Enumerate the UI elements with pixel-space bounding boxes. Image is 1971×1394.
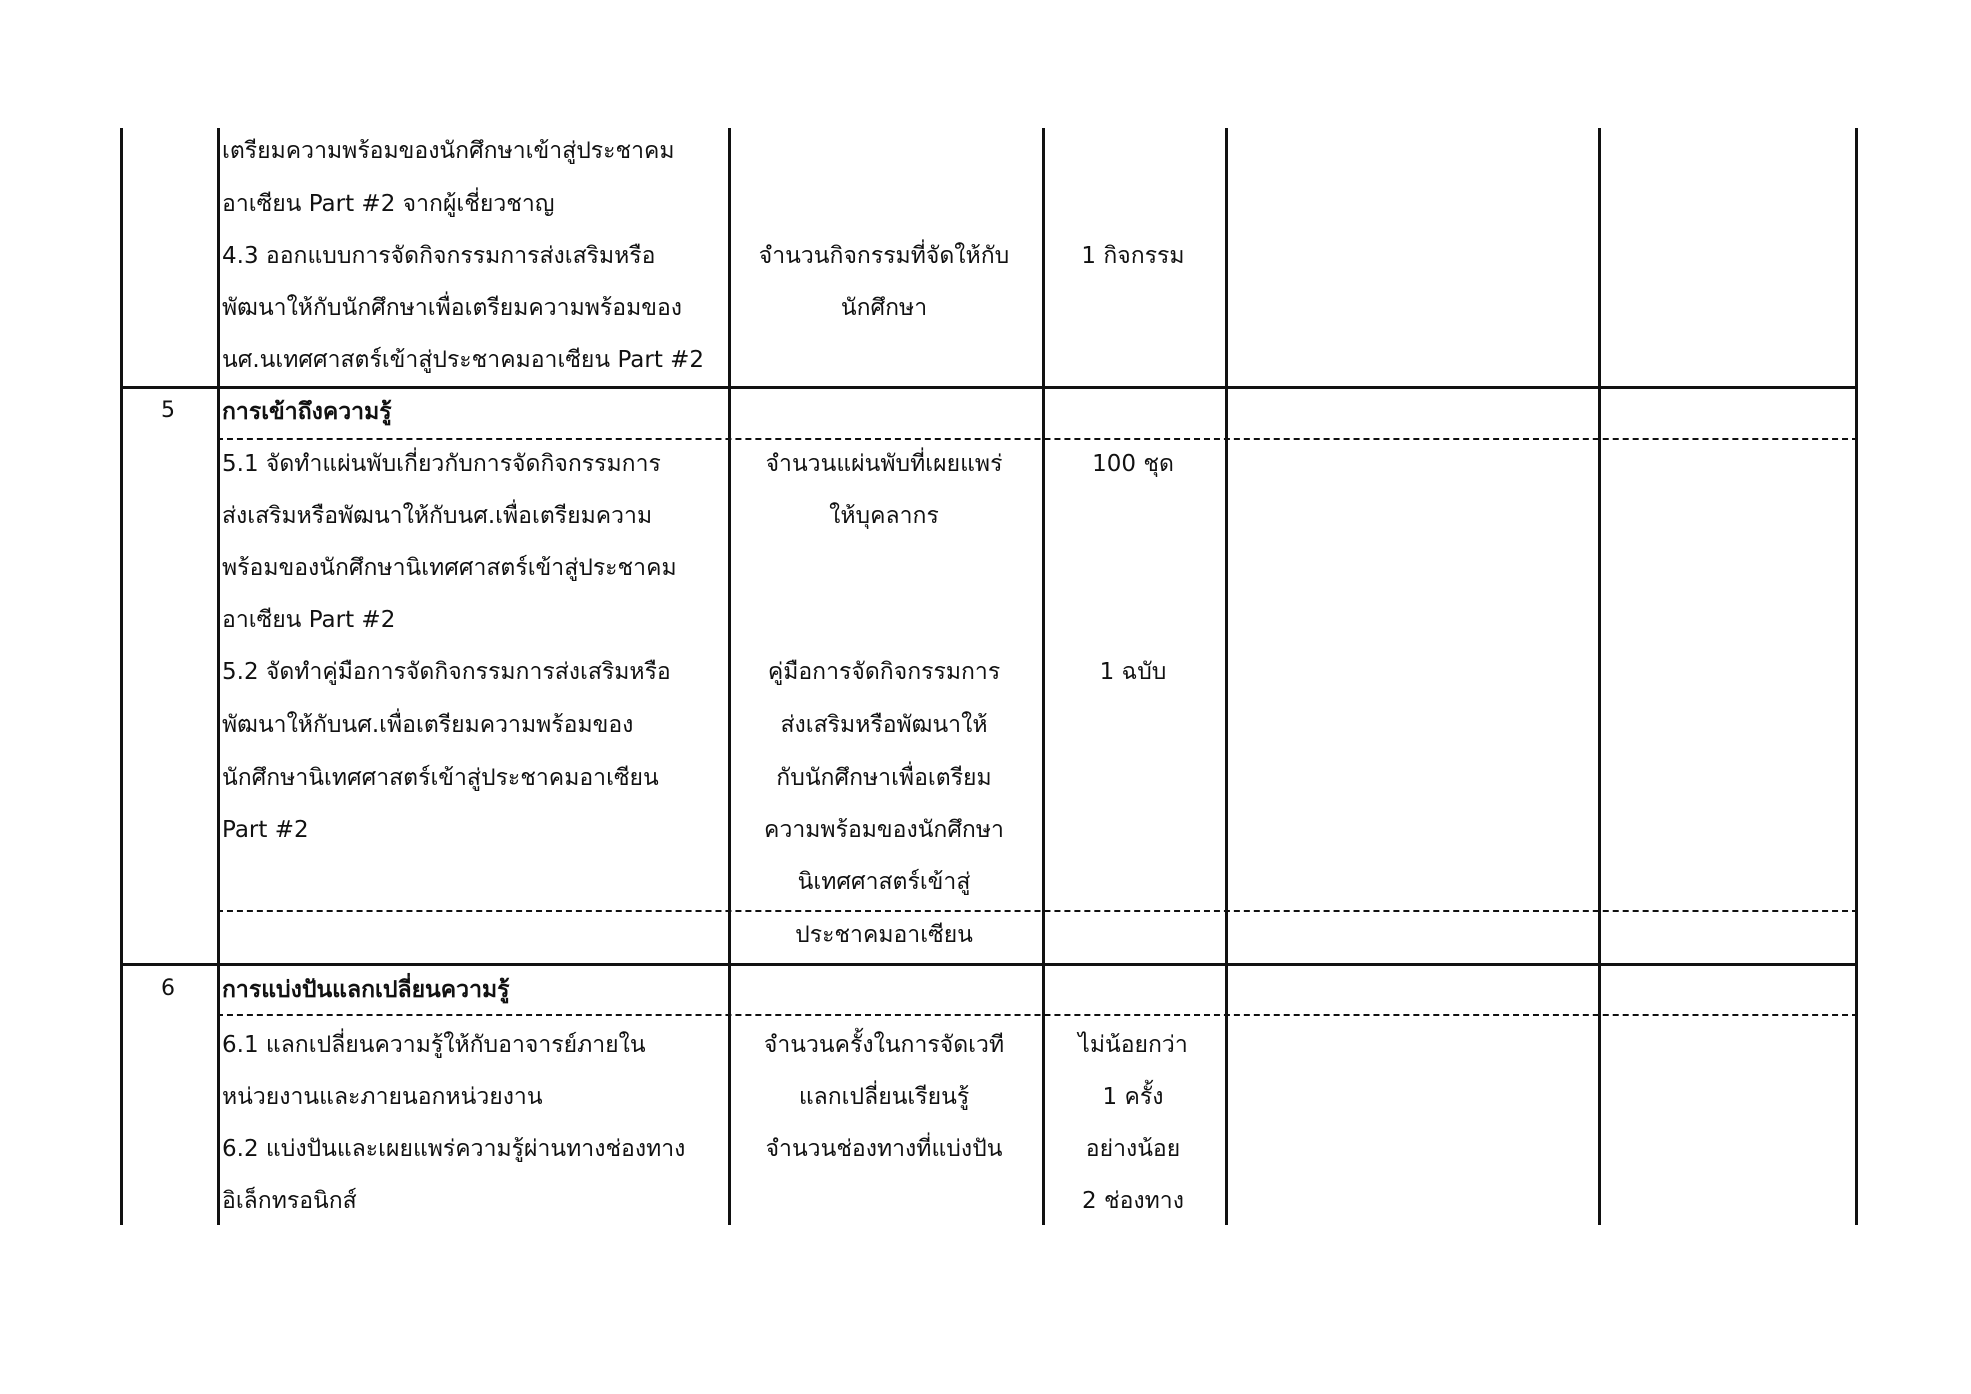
row5-indicator-line-7: นิเทศศาสตร์เข้าสู่ (797, 869, 971, 895)
row6-activity-line-2: หน่วยงานและภายนอกหน่วยงาน (222, 1084, 543, 1110)
row5-target-1: 100 ชุด (1092, 451, 1174, 477)
row4-indicator-line-1: จำนวนกิจกรรมที่จัดให้กับ (758, 243, 1010, 269)
dashed-separator-5-end (217, 910, 1858, 912)
column-divider-activity (728, 128, 731, 1225)
row5-activity-line-2: ส่งเสริมหรือพัฒนาให้กับนศ.เพื่อเตรียมความ (222, 503, 653, 529)
row4-activity-line-1: เตรียมความพร้อมของนักศึกษาเข้าสู่ประชาคม (222, 138, 675, 164)
row4-activity-line-5: นศ.นเทศศาสตร์เข้าสู่ประชาคมอาเซียน Part #2 (222, 347, 705, 373)
row5-activity-line-1: 5.1 จัดทำแผ่นพับเกี่ยวกับการจัดกิจกรรมการ (222, 451, 661, 477)
row4-indicator-line-2: นักศึกษา (840, 295, 928, 321)
column-divider-extra (1598, 128, 1601, 1225)
row5-number: 5 (161, 398, 175, 423)
row5-indicator-line-8: ประชาคมอาเซียน (795, 922, 973, 948)
row6-activity-line-3: 6.2 แบ่งปันและเผยแพร่ความรู้ผ่านทางช่องทาง (222, 1136, 686, 1162)
row6-indicator-line-3: จำนวนช่องทางที่แบ่งปัน (765, 1136, 1003, 1162)
row5-heading: การเข้าถึงความรู้ (222, 399, 392, 425)
row4-activity-line-3: 4.3 ออกแบบการจัดกิจกรรมการส่งเสริมหรือ (222, 243, 656, 269)
row4-target: 1 กิจกรรม (1081, 243, 1185, 269)
row5-activity-line-7: นักศึกษานิเทศศาสตร์เข้าสู่ประชาคมอาเซียน (222, 765, 659, 791)
row5-indicator-line-4: ส่งเสริมหรือพัฒนาให้ (780, 712, 988, 738)
row5-indicator-line-2: ให้บุคลากร (829, 503, 939, 529)
row5-indicator-line-6: ความพร้อมของนักศึกษา (764, 817, 1004, 843)
row5-target-2: 1 ฉบับ (1099, 659, 1167, 685)
column-divider-target (1225, 128, 1228, 1225)
row-separator-5 (120, 386, 1858, 389)
row5-indicator-line-1: จำนวนแผ่นพับที่เผยแพร่ (765, 451, 1003, 477)
row6-target-1: ไม่น้อยกว่า (1078, 1032, 1188, 1058)
table-border-right (1855, 128, 1858, 1225)
row6-activity-line-1: 6.1 แลกเปลี่ยนความรู้ให้กับอาจารย์ภายใน (222, 1032, 646, 1058)
row5-activity-line-6: พัฒนาให้กับนศ.เพื่อเตรียมความพร้อมของ (222, 712, 634, 738)
row6-indicator-line-2: แลกเปลี่ยนเรียนรู้ (798, 1084, 970, 1110)
row4-activity-line-2: อาเซียน Part #2 จากผู้เชี่ยวชาญ (222, 191, 555, 217)
table-border-left (120, 128, 123, 1225)
row5-indicator-line-5: กับนักศึกษาเพื่อเตรียม (776, 765, 992, 791)
row6-heading: การแบ่งปันแลกเปลี่ยนความรู้ (222, 977, 510, 1003)
column-divider-indicator (1042, 128, 1045, 1225)
row5-activity-line-5: 5.2 จัดทำคู่มือการจัดกิจกรรมการส่งเสริมหรือ (222, 659, 671, 685)
row6-indicator-line-1: จำนวนครั้งในการจัดเวที (763, 1032, 1005, 1058)
row6-target-3: อย่างน้อย (1085, 1136, 1181, 1162)
row5-indicator-line-3: คู่มือการจัดกิจกรรมการ (767, 659, 1001, 685)
row6-number: 6 (161, 976, 175, 1001)
row6-activity-line-4: อิเล็กทรอนิกส์ (222, 1188, 357, 1214)
row-separator-6 (120, 963, 1858, 966)
dashed-separator-6-heading (217, 1014, 1858, 1016)
row6-target-4: 2 ช่องทาง (1082, 1188, 1184, 1214)
row6-target-2: 1 ครั้ง (1102, 1084, 1164, 1110)
column-divider-number (217, 128, 220, 1225)
row5-activity-line-3: พร้อมของนักศึกษานิเทศศาสตร์เข้าสู่ประชาคม (222, 555, 677, 581)
row5-activity-line-8: Part #2 (222, 817, 309, 843)
row5-activity-line-4: อาเซียน Part #2 (222, 607, 396, 633)
row4-activity-line-4: พัฒนาให้กับนักศึกษาเพื่อเตรียมความพร้อมของ (222, 295, 682, 321)
dashed-separator-5-heading (217, 438, 1858, 440)
